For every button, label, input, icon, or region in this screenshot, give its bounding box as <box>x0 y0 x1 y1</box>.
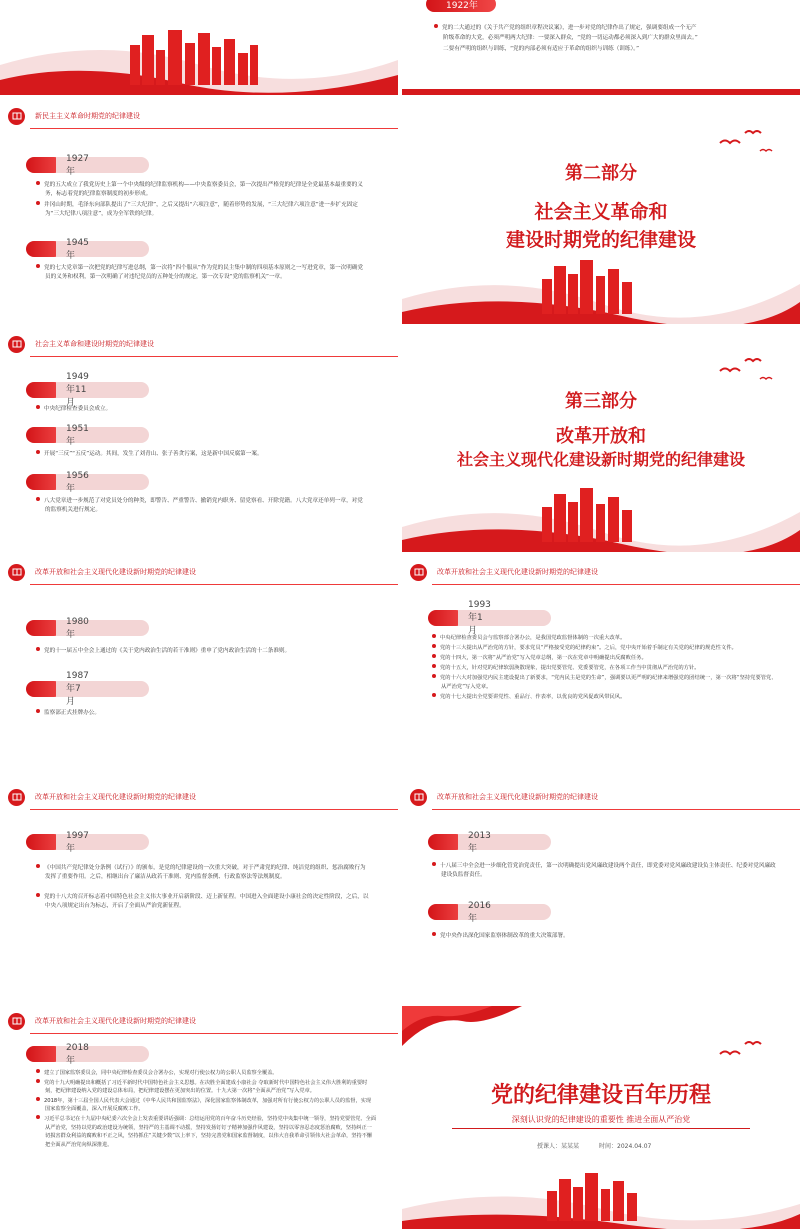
text-line: 党的十七大提出全党要讲党性、重品行、作表率，以优良的党风促政风带民风。 <box>440 694 626 700</box>
text-line: 党的五大成立了我党历史上第一个中央级的纪律监察机构——中央监察委员会，第一次提出严格党的纪律是全党最基本最重要的义务，标志着党的纪律监察制度的初步形成。 <box>44 182 363 198</box>
bullet-icon <box>36 1097 40 1101</box>
part-title-line1: 改革开放和 <box>556 426 646 447</box>
bullet-icon <box>432 654 436 658</box>
closing-subtitle: 深刻认识党的纪律建设的重要性 推进全面从严治党 <box>511 1115 691 1124</box>
text-line: 阶级革命的大党，必须严明两大纪律：一要深入群众，“党的一切运动都必须深入到广大的群众里面去。” <box>443 35 698 42</box>
book-icon <box>8 789 25 806</box>
bullet-icon <box>36 893 40 897</box>
red-flag-ribbon-illustration <box>402 1006 522 1066</box>
text-line: 监察部正式挂牌办公。 <box>44 710 100 716</box>
year-label: 1949年11月 <box>56 382 149 398</box>
part-title-line1: 社会主义革命和 <box>534 201 668 223</box>
bullet-icon <box>432 862 436 866</box>
slide-text <box>36 647 366 657</box>
text-line: 2018年，第十三届全国人民代表大会通过《中华人民共和国监察法》，深化国家监察体制改革，加强对所有行使公权力的公职人员的监督，实现国家监察全面覆盖，深入开展反腐败工作。 <box>44 1097 372 1113</box>
text-line: 党的十三大提出从严治党的方针，要求党员“严格接受党的纪律约束”。之后，党中央开始着手制定有关党的纪律的规范性文件。 <box>440 645 737 651</box>
year-pill <box>26 153 89 177</box>
year-label: 1980年 <box>56 620 149 636</box>
year-label: 1987年7月 <box>56 681 149 697</box>
bottom-red-bar <box>402 89 800 95</box>
bullet-icon <box>36 264 40 268</box>
header-divider <box>30 128 398 129</box>
year-pill <box>26 470 89 494</box>
birds-icon <box>710 1034 780 1074</box>
bullet-icon <box>432 932 436 936</box>
slide-text <box>36 264 366 284</box>
year-label: 1956年 <box>56 474 149 490</box>
part-title-line2: 社会主义现代化建设新时期党的纪律建设 <box>456 450 745 469</box>
book-icon <box>8 108 25 125</box>
slide-text <box>36 1069 376 1150</box>
text-line: 党的七大党章第一次把党的纪律写进总纲，第一次将“四个服从”作为党的民主集中制的四项基本原则之一写进党章，第一次明确党员的义务和权利，第一次明确了对违纪党员的五种处分的规定，第一次专设“党的监察机关”一章。 <box>44 265 364 281</box>
text-line: 党的十一届五中全会上通过的《关于党内政治生活的若干准则》重申了党内政治生活的十二条准则。 <box>44 648 291 654</box>
subtitle-divider <box>452 1128 750 1129</box>
slide-header <box>0 1006 398 1036</box>
header-divider <box>432 809 800 810</box>
slide-reform-1993[interactable] <box>402 557 800 780</box>
slide-header <box>0 101 398 131</box>
text-line: 党的十六大对加强党内民主建设提出了新要求，“党内民主是党的生命”，强调要以更严明的纪律来增强党的团结统一，第一次将“坚持党要管党、从严治党”写入党章。 <box>440 675 777 690</box>
header-divider <box>432 584 800 585</box>
bullet-icon <box>432 664 436 668</box>
presenter-info <box>537 1141 651 1150</box>
text-line: 建立了国家监察委员会，同中央纪律检查委员会合署办公，实现对行使公权力的公职人员监察全覆盖。 <box>44 1070 278 1076</box>
header-title: 改革开放和社会主义现代化建设新时期党的纪律建设 <box>35 793 196 801</box>
year-pill <box>26 237 89 261</box>
bullet-icon <box>432 693 436 697</box>
text-line: 二要有严明的组织与训练，“党的内部必须有适应于革命的组织与训练（训练）。” <box>443 45 639 52</box>
year-label: 1945年 <box>56 241 149 257</box>
bullet-icon <box>36 1115 40 1119</box>
slide-cover-partial[interactable] <box>0 0 398 95</box>
book-icon <box>8 564 25 581</box>
bullet-icon <box>36 1069 40 1073</box>
part-label: 第三部分 <box>565 391 637 412</box>
year-label: 2016年 <box>458 904 551 920</box>
bullet-icon <box>36 1079 40 1083</box>
slide-reform-1997[interactable] <box>0 782 398 1005</box>
year-label: 1951年 <box>56 427 149 443</box>
birds-icon <box>710 123 780 163</box>
slide-reform-1980[interactable] <box>0 557 398 780</box>
year-label: 1922年 <box>446 0 478 11</box>
slide-part-three[interactable] <box>402 329 800 552</box>
slide-header <box>0 557 398 587</box>
date-label: 时间：2024.04.07 <box>599 1143 652 1150</box>
bullet-icon <box>432 674 436 678</box>
header-divider <box>30 1033 398 1034</box>
bullet-icon <box>36 647 40 651</box>
slide-text <box>432 932 777 942</box>
text-line: 开展“三反”“五反”运动。其间，发生了刘青山、张子善贪污案，这是新中国反腐第一案。 <box>44 451 263 457</box>
bullet-icon <box>36 709 40 713</box>
slide-text <box>36 405 366 415</box>
header-title: 社会主义革命和建设时期党的纪律建设 <box>35 340 154 348</box>
year-label: 1997年 <box>56 834 149 850</box>
city-banner-illustration <box>0 25 398 95</box>
year-label: 1993年1月 <box>458 610 551 626</box>
bullet-icon <box>36 450 40 454</box>
year-pill <box>26 830 89 854</box>
slide-text <box>36 709 366 719</box>
slide-text <box>434 24 784 55</box>
slide-socialist-construction[interactable] <box>0 329 398 552</box>
bullet-icon <box>36 864 40 868</box>
book-icon <box>410 564 427 581</box>
slide-1922[interactable] <box>402 0 800 95</box>
text-line: 中央纪律检查委员会成立。 <box>44 406 112 412</box>
header-divider <box>30 356 398 357</box>
slide-header <box>0 782 398 812</box>
text-line: 党的十八大的召开标志着中国特色社会主义伟大事业开启新阶段、迈上新征程。中国进入全面建设小康社会的决定性阶段，之后，以中央八项规定出台为标志，开启了全面从严治党新征程。 <box>44 893 369 910</box>
bullet-icon <box>36 405 40 409</box>
bullet-icon <box>434 24 438 28</box>
text-line: 中央纪律检查委员会与监察部合署办公，是我国党政监督体制的一次重大改革。 <box>440 635 626 641</box>
slide-header <box>0 329 398 359</box>
text-line: 党的十四大，第一次将“从严治党”写入党章总纲，第一次在党章中明确提出反腐败任务。 <box>440 655 647 661</box>
year-pill <box>26 372 89 408</box>
slide-header <box>402 782 800 812</box>
text-line: 井冈山时期，毛泽东向部队提出了“三大纪律”，之后又提出“六项注意”，随着形势的发展，“三大纪律六项注意”进一步扩充固定为“三大纪律八项注意”，成为全军铁的纪律。 <box>44 201 358 218</box>
year-label: 2018年 <box>56 1046 149 1062</box>
year-pill <box>426 0 496 12</box>
slide-new-democratic[interactable] <box>0 101 398 324</box>
text-line: 十八届三中全会进一步细化管党治党责任，第一次明确提出党风廉政建设两个责任，即党委对党风廉政建设负主体责任、纪委对党风廉政建设负监督责任。 <box>440 863 776 879</box>
header-title: 改革开放和社会主义现代化建设新时期党的纪律建设 <box>437 568 598 576</box>
book-icon <box>8 336 25 353</box>
header-title: 新民主主义革命时期党的纪律建设 <box>35 112 140 120</box>
slide-text <box>36 450 366 460</box>
header-title: 改革开放和社会主义现代化建设新时期党的纪律建设 <box>437 793 598 801</box>
year-pill <box>26 616 89 640</box>
year-pill <box>26 671 89 707</box>
text-line: 习近平总书记在十九届中央纪委六次全会上发表重要讲话强调：总结运用党的百年奋斗历史经验，坚持党中央集中统一领导，坚持党要管党、全面从严治党，坚持以党的政治建设为统领，坚持严的主基调不动摇，坚持发扬钉钉子精神加强作风建设，坚持以零容忍态度惩治腐败，坚持纠正一切损害群众利益的腐败和不正之风，坚持抓住“关键少数”以上率下，坚持完善党和国家监督制度，以伟大自我革命引领伟大社会革命，坚持不懈把全面从严治党向纵深推进。 <box>44 1115 377 1148</box>
header-title: 改革开放和社会主义现代化建设新时期党的纪律建设 <box>35 1017 196 1025</box>
bullet-icon <box>432 634 436 638</box>
year-pill <box>26 423 89 447</box>
slide-text <box>36 864 371 913</box>
bullet-icon <box>432 644 436 648</box>
slide-text <box>36 497 366 517</box>
speaker-label: 授课人：某某某 <box>537 1143 580 1150</box>
text-line: 党中央作出深化国家监察体制改革的重大决策部署。 <box>440 933 569 939</box>
text-line: 《中国共产党纪律处分条例（试行）》的颁布，是党的纪律建设的一次重大突破，对于严肃党的纪律、纯洁党的组织、惩治腐败行为发挥了重要作用。之后，相继出台了廉洁从政若干准则、党内监督条例、行政监察法等法规制度。 <box>44 865 366 881</box>
part-title-line2: 建设时期党的纪律建设 <box>505 229 696 251</box>
text-line: 党的十九大明确提出和概括了习近平新时代中国特色社会主义思想。在决胜全面建成小康社会 夺取新时代中国特色社会主义伟大胜利的重要时刻，把纪律建设纳入党的建设总体布局，把纪律建设摆在更加突出的位置。十九大第一次将“全面从严治党”写入党章。 <box>44 1079 368 1095</box>
book-icon <box>8 1013 25 1030</box>
city-banner-illustration <box>402 1169 800 1229</box>
year-label: 2013年 <box>458 834 551 850</box>
slide-reform-2018[interactable] <box>0 1006 398 1229</box>
text-line: 党的十五大，针对党的纪律软弱涣散现象，提出党要管党、党委要管党，在各项工作当中贯彻从严治党的方针。 <box>440 665 700 671</box>
birds-icon <box>710 351 780 391</box>
bullet-icon <box>36 181 40 185</box>
bullet-icon <box>36 497 40 501</box>
closing-title: 党的纪律建设百年历程 <box>490 1083 711 1108</box>
slide-closing[interactable] <box>402 1006 800 1229</box>
year-pill <box>428 830 491 854</box>
header-divider <box>30 809 398 810</box>
red-ribbon-illustration <box>402 482 800 552</box>
slide-text <box>432 634 777 703</box>
bullet-icon <box>36 201 40 205</box>
year-pill <box>428 900 491 924</box>
header-title: 改革开放和社会主义现代化建设新时期党的纪律建设 <box>35 568 196 576</box>
slide-text <box>36 181 366 221</box>
year-pill <box>428 600 491 636</box>
text-line: 八大党章进一步规范了对党员处分的种类，即警告、严重警告、撤销党内职务、留党察看、开除党籍。八大党章还单列一章，对党的监察机关进行规定。 <box>44 498 363 514</box>
part-label: 第二部分 <box>565 163 637 184</box>
year-label: 1927年 <box>56 157 149 173</box>
text-line: 党的二大通过的《关于共产党的组织章程决议案》，进一步对党的纪律作出了规定，强调要组成一个无产 <box>442 25 697 31</box>
year-pill <box>26 1042 89 1066</box>
header-divider <box>30 584 398 585</box>
slide-part-two[interactable] <box>402 101 800 324</box>
red-ribbon-illustration <box>402 254 800 324</box>
slide-text <box>432 862 777 882</box>
slide-reform-2013[interactable] <box>402 782 800 1005</box>
slide-header <box>402 557 800 587</box>
book-icon <box>410 789 427 806</box>
